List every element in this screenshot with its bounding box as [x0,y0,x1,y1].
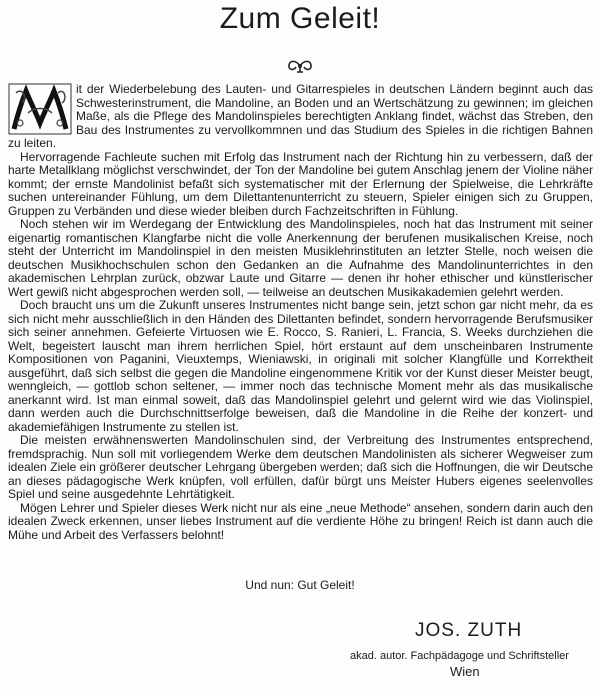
signature-name: JOS. ZUTH [415,620,523,641]
paragraph: Noch stehen wir im Werdegang der Entwicklung des Mandolinspieles, noch hat das Instrument mit seiner eigenartig romantischen Klangfarbe nicht die volle Anerkennung der berufenen musikalischen Kreise, noch steht der Unterricht im Mandolinspiel in den meisten Musiklehrinstituten an letzter Stelle, noch weisen die deutschen Musikhochschulen schon den Gedanken an die Aufnahme des Mandolinunterrichtes in den akademischen Lehrplan zurück, obzwar Laute und Gitarre — denen ihr hoher ethischer und künstlerischer Wert gewiß nicht abgesprochen werden soll, — teilweise an deutschen Musikakademien gelehrt werden. [8,217,593,299]
signature-city: Wien [450,664,480,679]
floral-ornament-icon [285,58,315,74]
decorative-initial-m-icon [8,83,72,135]
paragraph: Mögen Lehrer und Spieler dieses Werk nicht nur als eine „neue Methode“ ansehen, sondern darin auch den idealen Zweck erkennen, unser liebes Instrument auf die verdiente Höhe zu bringen! Reich ist dann auch die Mühe und Arbeit des Verfassers belohnt! [8,500,593,542]
paragraph-text: it der Wiederbelebung des Lauten- und Gitarrespieles in deutschen Ländern beginnt auch das Schwesterinstrument, die Mandoline, an Boden und an Wertschätzung zu gewinnen; im gleichen Maße, als die Pflege des Mandolinspieles berechtigten Anklang findet, wächst das Streben, den Bau des Instrumentes zu vervollkommnen und das Studium des Spieles in die richtigen Bahnen zu leiten. [8,82,593,150]
paragraph: Doch braucht uns um die Zukunft unseres Instrumentes nicht bange sein, jetzt schon gar nicht mehr, da es sich nicht mehr ausschließlich in den Händen des Dilettanten befindet, sondern hervorragende Berufsmusiker sich seiner annehmen. Gefeierte Virtuosen wie E. Rocco, S. Ranieri, L. Francia, S. Weeks durchziehen die Welt, begeistert lauscht man ihrem herrlichen Spiel, hört erstaunt auf dem unscheinbaren Instrumente Kompositionen von Paganini, Vieuxtemps, Wieniawski, in originali mit solcher Klangfülle und Korrektheit ausgeführt, daß sich selbst die gegen die Mandoline eingenommene Kritik vor der Kunst dieser Meister beugt, wenngleich, — gottlob schon seltener, — immer noch das technische Moment mehr als das musikalische anerkannt wird. Ist man einmal soweit, daß das Mandolinspiel gelehrt und gelernt wird wie das Violinspiel, dann werden auch die Durchschnittserfolge beweisen, daß die Mandoline in die Reihe der konzert- und akademiefähigen Instrumente zu stellen ist. [8,298,593,434]
paragraph: Die meisten erwähnenswerten Mandolinschulen sind, der Verbreitung des Instrumentes entsprechend, fremdsprachig. Nun soll mit vorliegendem Werke dem deutschen Mandolinisten als sicherer Wegweiser zum idealen Ziele ein größerer deutscher Lehrgang übergeben werden; daß sich die Hoffnungen, die wir Deutsche an dieses pädagogische Werk knüpfen, voll erfüllen, dafür bürgt uns Meister Hubers eigenes seelenvolles Spiel und seine ausgedehnte Lehrtätigkeit. [8,433,593,501]
page-title: Zum Geleit! [219,2,381,35]
article-body [8,83,593,542]
signature-title: akad. autor. Fachpädagoge und Schriftsteller [350,650,569,662]
closing-line: Und nun: Gut Geleit! [245,578,355,592]
paragraph [8,83,593,151]
paragraph: Hervorragende Fachleute suchen mit Erfolg das Instrument nach der Richtung hin zu verbessern, daß der harte Metallklang möglichst verschwindet, der Ton der Mandoline bei gutem Anschlag jenem der Violine näher kommt; der ernste Mandolinist befaßt sich systematischer mit der Erlernung der Spielweise, die Lehrkräfte suchen untereinander Fühlung, um dem Dilettantenunterricht zu steuern, Spieler einigen sich zu Gruppen, Gruppen zu Verbänden und diese wieder bleiben durch Fachzeitschriften in Fühlung. [8,149,593,218]
